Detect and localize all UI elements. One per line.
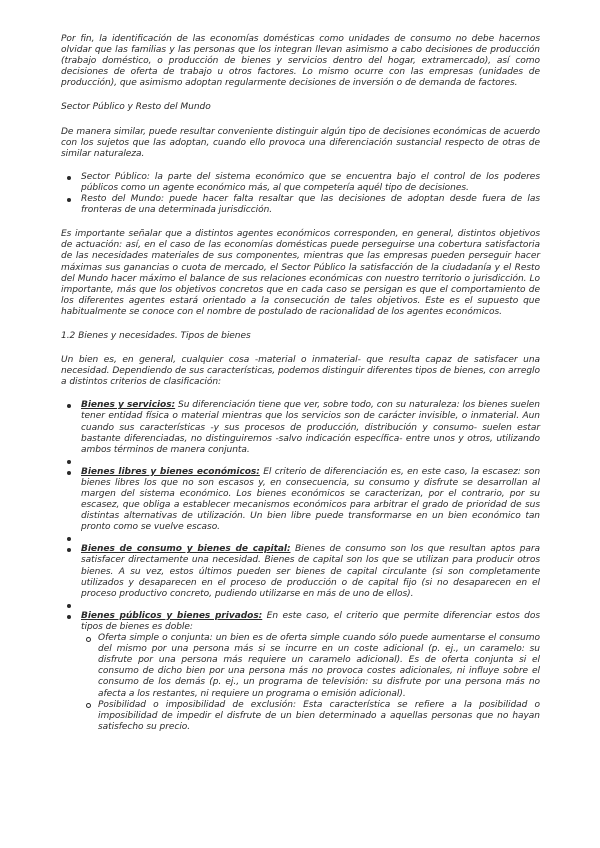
term-label: Bienes de consumo y bienes de capital: [81, 544, 291, 555]
term-text: Bienes de consumo son los que resultan aptos para satisfacer directamente una necesidad. Bienes de capital son los que se utilizan para producir otros bienes. A su vez, estos últimos pueden ser bienes de capital circulante (si son completamente utilizados y desaparecen en el proceso de producción o de capital fijo (si no desaparecen en el proceso productivo concreto, pudiendo utilizarse en más de uno de ellos). [81, 544, 540, 599]
term-text: Su diferenciación tiene que ver, sobre todo, con su naturaleza: los bienes suelen tener entidad física o material mientras que los servicios son de carácter invisible, o inmaterial. Aun cuando sus características -y sus procesos de producción, distribución y consumo- suelen estar bastante diferenciadas, no distinguiremos -salvo indicación específica- entre unos y otros, utilizando ambos términos de manera conjunta. [81, 400, 540, 455]
list-item [81, 467, 540, 534]
paragraph-economias-domesticas: Por fin, la identificación de las economías domésticas como unidades de consumo no debe hacernos olvidar que las familias y las personas que los integran llevan asimismo a cabo decisiones de producción (trabajo doméstico, o producción de bienes y servicios dentro del hogar, extramercado), así como decisiones de oferta de trabajo u otros factores. Lo mismo ocurre con las empresas (unidades de producción), que asimismo adoptan regularmente decisiones de inversión o de demanda de factores. [61, 34, 540, 89]
bullet-list-tipos-bienes [61, 400, 540, 733]
section-heading-sector-publico: Sector Público y Resto del Mundo [61, 102, 211, 113]
term-label: Bienes libres y bienes económicos: [81, 466, 260, 477]
term-label: Bienes y servicios: [81, 400, 176, 411]
paragraph-definicion-bien: Un bien es, en general, cualquier cosa -material o inmaterial- que resulta capaz de satisfacer una necesidad. Dependiendo de sus características, podemos distinguir diferentes tipos de bienes, con arreglo a distintos criterios de clasificación: [61, 355, 540, 388]
list-item [81, 400, 540, 455]
bullet-list-sectores [61, 172, 540, 216]
term-label: Bienes públicos y bienes privados: [81, 610, 263, 621]
list-item [81, 611, 540, 733]
paragraph-decisiones: De manera similar, puede resultar conveniente distinguir algún tipo de decisiones económicas de acuerdo con los sujetos que las adoptan, cuando ello provoca una diferenciación sustancial respecto de otras de similar naturaleza. [61, 126, 540, 159]
section-heading-bienes: 1.2 Bienes y necesidades. Tipos de bienes [61, 330, 251, 341]
sub-list-item: Posibilidad o imposibilidad de exclusión: Esta característica se refiere a la posibilidad o imposibilidad de impedir el disfrute de un bien determinado a aquellas personas que no hayan satisfecho su precio. [98, 699, 540, 732]
list-item: Sector Público: la parte del sistema económico que se encuentra bajo el control de los poderes públicos como un agente económico más, al que competería aquél tipo de decisiones. [81, 171, 540, 193]
term-text: El criterio de diferenciación es, en este caso, la escasez: son bienes libres los que no son escasos y, en consecuencia, su consumo y disfrute se desarrollan al margen del sistema económico. Los bienes económicos se caracterizan, por el contrario, por su escasez, que obliga a establecer mecanismos económicos para arbitrar el grado de prioridad de sus distintas alternativas de utilización. Un bien libre puede transformarse en un bien económico tan pronto como se vuelve escaso. [81, 466, 540, 533]
sub-list-item: Oferta simple o conjunta: un bien es de oferta simple cuando sólo puede aumentarse el consumo del mismo por una persona más si se incurre en un coste adicional (p. ej., un caramelo: su disfrute por una persona más requiere un caramelo adicional). Es de oferta conjunta si el consumo de dicho bien por una persona más no provoca costes adicionales, ni influye sobre el consumo de los demás (p. ej., un programa de televisión: su disfrute por una persona más no afecta a los restantes, ni requiere un programa o emisión adicional). [98, 633, 540, 699]
paragraph-objetivos: Es importante señalar que a distintos agentes económicos corresponden, en general, distintos objetivos de actuación: así, en el caso de las economías domésticas puede perseguirse una cobertura satisfactoria de las necesidades materiales de sus componentes, mientras que las empresas pueden perseguir hacer máximas sus ganancias o cuota de mercado, el Sector Público la satisfacción de la ciudadanía y el Resto del Mundo hacer máximo el balance de sus relaciones económicas con nuestro territorio o jurisdicción. Lo importante, más que los objetivos concretos que en cada caso se persigan es que el comportamiento de los diferentes agentes estará orientado a la consecución de tales objetivos. Este es el supuesto que habitualmente se conoce con el nombre de postulado de racionalidad de los agentes económicos. [61, 229, 540, 317]
list-item: Resto del Mundo: puede hacer falta resaltar que las decisiones de adoptan desde fuera de las fronteras de una determinada jurisdicción. [81, 194, 540, 216]
term-text: En este caso, el criterio que permite diferenciar estos dos tipos de bienes es doble: [81, 610, 540, 632]
list-item [81, 544, 540, 599]
sub-bullet-list [81, 633, 540, 733]
